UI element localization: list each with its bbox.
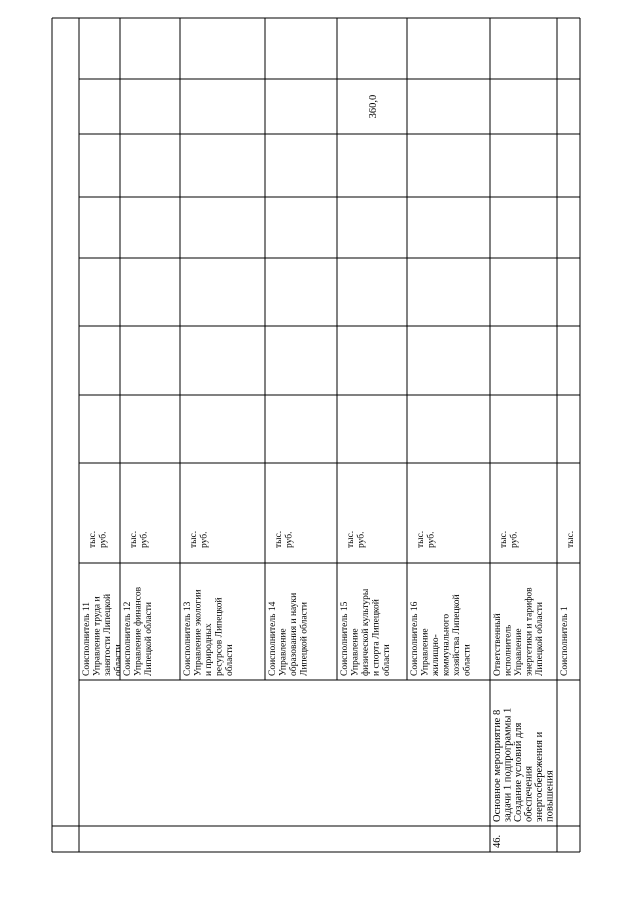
value-cell: 360,0: [368, 94, 379, 119]
activity-name-line: повышения: [544, 770, 556, 822]
activity-name-line: задачи 1 подпрограммы 1: [502, 707, 514, 822]
executor-line: Соисполнитель 13: [183, 601, 193, 676]
activity-name-line: обеспечения: [523, 765, 535, 822]
executor-line: ресурсов Липецкой: [214, 597, 225, 676]
unit-line: тыс.: [129, 530, 139, 548]
executor-line: и природных: [204, 623, 214, 676]
executor-line: Управление труда и: [92, 596, 103, 676]
executor-line: Соисполнитель 14: [268, 601, 278, 676]
unit-line: руб.: [509, 531, 520, 548]
executor-line: Соисполнитель 15: [340, 601, 350, 676]
executor-line: Управление экологии: [193, 589, 204, 676]
unit-line: руб.: [426, 531, 437, 548]
executor-line: Липецкой области: [299, 601, 310, 676]
unit-line: руб.: [98, 531, 109, 548]
executor-line: Соисполнитель 11: [82, 602, 92, 676]
executor-line: физической культуры: [361, 588, 371, 676]
unit-line: тыс.: [88, 530, 98, 548]
executor-line: Управление: [514, 628, 524, 676]
unit-line: тыс.: [499, 530, 509, 548]
executor-line: коммунального: [441, 613, 452, 676]
unit-line: тыс.: [566, 530, 576, 548]
executor-line: хозяйства Липецкой: [452, 594, 462, 676]
executor-line: Соисполнитель 16: [410, 601, 420, 676]
executor-line: области: [462, 644, 473, 676]
unit-line: руб.: [284, 531, 295, 548]
executor-line: и спорта Липецкой: [371, 599, 382, 676]
executor-line: области: [382, 644, 392, 676]
executor-line: жилищно-: [431, 634, 441, 676]
executor-line: Управление: [420, 628, 431, 676]
unit-line: тыс.: [416, 530, 426, 548]
executor-line: образования и науки: [289, 592, 299, 676]
activity-name-line: Создание условий для: [513, 722, 524, 822]
unit-line: руб.: [199, 531, 210, 548]
executor-line: Управление: [350, 628, 361, 676]
executor-line: исполнитель: [503, 624, 514, 676]
activity-name-line: энергосбережения и: [534, 731, 545, 822]
executor-line: Управление: [278, 628, 289, 676]
unit-line: руб.: [356, 531, 367, 548]
activity-name-line: Основное мероприятие 8: [492, 709, 503, 822]
executor-line: Соисполнитель 12: [123, 601, 133, 676]
unit-line: руб.: [139, 531, 150, 548]
unit-line: тыс.: [274, 530, 284, 548]
executor-line: энергетики и тарифов: [524, 587, 535, 676]
executor-line: занятости Липецкой: [103, 593, 113, 676]
executor-line: Управление финансов: [133, 586, 144, 676]
unit-line: тыс.: [189, 530, 199, 548]
unit-line: тыс.: [346, 530, 356, 548]
executor-line: области: [113, 644, 124, 676]
executor-line: Ответственный: [493, 613, 503, 676]
executor-line: Соисполнитель 1: [560, 606, 570, 676]
row-number: 46.: [492, 834, 503, 848]
table-text-layer: [82, 95, 576, 848]
executor-line: Липецкой области: [535, 601, 545, 676]
executor-line: области: [225, 644, 235, 676]
executor-line: Липецкой области: [144, 601, 154, 676]
